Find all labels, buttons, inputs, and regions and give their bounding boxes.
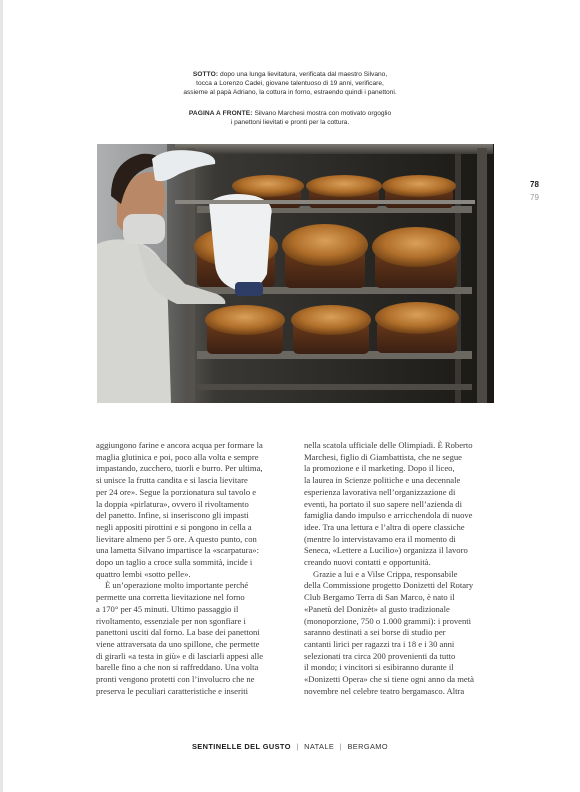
- text-line: aggiungono farine e ancora acqua per formare la: [96, 440, 263, 450]
- text-line: maglia glutinica e poi, poco alla volta e sempre: [96, 451, 259, 462]
- caption-facing-label: PAGINA A FRONTE:: [188, 110, 253, 117]
- text-line: il mondo; i vincitori si esibiranno durante il: [304, 662, 454, 673]
- text-line: idee. Tra una lettura e l’altra di opere classiche: [304, 521, 465, 532]
- text-line: quattro lembi «sotto pelle».: [96, 568, 191, 579]
- footer-section: NATALE: [304, 742, 335, 751]
- text-line: eventi, ha portato il suo sapere nell’azienda di: [304, 498, 462, 509]
- text-line: creando nuovi contatti e opportunità.: [304, 557, 431, 568]
- footer-separator: |: [339, 742, 342, 751]
- running-footer: [150, 742, 430, 751]
- text-line: novembre nel celebre teatro bergamasco. Altra: [304, 685, 465, 696]
- page-spine: [0, 0, 3, 792]
- text-line: per 24 ore». Segue la porzionatura sul tavolo e: [96, 486, 257, 497]
- text-line: «Panetù del Donizèt» al gusto tradizionale: [304, 603, 450, 614]
- text-line: preserva le peculiari caratteristiche e inseriti: [96, 685, 248, 696]
- text-line: della Commissione progetto Donizetti del Rotary: [304, 580, 474, 591]
- text-line: viene attraversata da uno spillone, che permette: [96, 638, 260, 649]
- text-line: di girarli «a testa in giù» e di lasciarli appesi alle: [96, 650, 264, 661]
- text-line: «Donizetti Opera» che si tiene ogni anno da metà: [304, 674, 474, 685]
- text-line: dopo un taglio a croce sulla sommità, incide i: [96, 557, 253, 568]
- text-line: una lametta Silvano impartisce la «scarpatura»:: [96, 545, 259, 556]
- text-line: selezionati tra circa 200 provenienti da tutto: [304, 650, 456, 661]
- bakery-oven-photo: [97, 144, 494, 403]
- text-line: Marchesi, figlio di Giambattista, che ne segue: [304, 451, 462, 462]
- text-line: famiglia dando impulso e arricchendola di nuove: [304, 510, 473, 521]
- body-text-column-left: [96, 440, 286, 697]
- text-line: a 170° per 45 minuti. Ultimo passaggio il: [96, 603, 239, 614]
- caption-facing-line: Silvano Marchesi mostra con motivato orgoglio: [254, 110, 392, 117]
- text-line: lievitare almeno per 5 ore. A questo punto, con: [96, 533, 257, 544]
- caption-facing-page: [150, 109, 430, 127]
- page-number-facing: 79: [530, 193, 539, 202]
- footer-separator: |: [296, 742, 299, 751]
- body-text-column-right: [304, 440, 494, 697]
- text-line: rivoltamento, essenziale per non sgonfiare i: [96, 615, 246, 626]
- text-line: esperienza lavorativa nell’organizzazione di: [304, 486, 456, 497]
- text-line: barelle fino a che non si raffreddano. Una volta: [96, 662, 259, 673]
- text-line: la laurea in Scienze politiche e una decennale: [304, 475, 461, 486]
- text-line: Club Bergamo Terra di San Marco, è nato il: [304, 592, 455, 603]
- text-line: cantanti lirici per ragazzi tra i 18 e i 30 anni: [304, 638, 455, 649]
- caption-below-line: assieme al papà Adriano, la cottura in forno, estraendo quindi i panettoni.: [183, 89, 397, 97]
- caption-below-label: SOTTO:: [192, 71, 219, 78]
- caption-below: [150, 70, 430, 98]
- text-line: È un’operazione molto importante perché: [105, 580, 249, 591]
- text-line: Grazie a lui e a Vilse Crippa, responsabile: [313, 568, 458, 579]
- text-line: negli appositi pirottini e si pongono in cella a: [96, 521, 252, 532]
- text-line: nella scatola ufficiale delle Olimpiadi. È Roberto: [304, 440, 473, 450]
- text-line: permette una corretta lievitazione nel forno: [96, 592, 245, 603]
- caption-facing-line: i panettoni lievitati e pronti per la cottura.: [230, 119, 350, 127]
- caption-below-line: tocca a Lorenzo Cadei, giovane talentuoso di 19 anni, verificare,: [196, 80, 384, 88]
- page-number-current: 78: [530, 180, 539, 189]
- footer-place: BERGAMO: [347, 742, 389, 751]
- text-line: Seneca, «Lettere a Lucilio») organizza il lavoro: [304, 545, 468, 556]
- caption-below-line: dopo una lunga lievitatura, verificata dal maestro Silvano,: [220, 71, 388, 78]
- text-line: saranno destinati a sei borse di studio per: [304, 627, 446, 638]
- text-line: del panetto. Infine, si inseriscono gli impasti: [96, 510, 249, 521]
- text-line: (monoporzione, 750 o 1.000 grammi): i proventi: [304, 615, 472, 626]
- text-line: la promozione e il marketing. Dopo il liceo,: [304, 463, 455, 474]
- text-line: pronti vengono protetti con l’involucro che ne: [96, 674, 255, 685]
- text-line: impastando, zucchero, tuorli e burro. Per ultima,: [96, 463, 263, 474]
- text-line: (mentre lo intervistavamo era il momento di: [304, 533, 456, 544]
- text-line: panettoni usciti dal forno. La base dei panettoni: [96, 627, 260, 638]
- footer-brand: SENTINELLE DEL GUSTO: [191, 742, 291, 751]
- text-line: la doppia «pirlatura», ovvero il rivoltamento: [96, 498, 249, 509]
- bakery-oven-illustration: [97, 144, 494, 403]
- text-line: si unisce la frutta candita e si lascia lievitare: [96, 475, 248, 486]
